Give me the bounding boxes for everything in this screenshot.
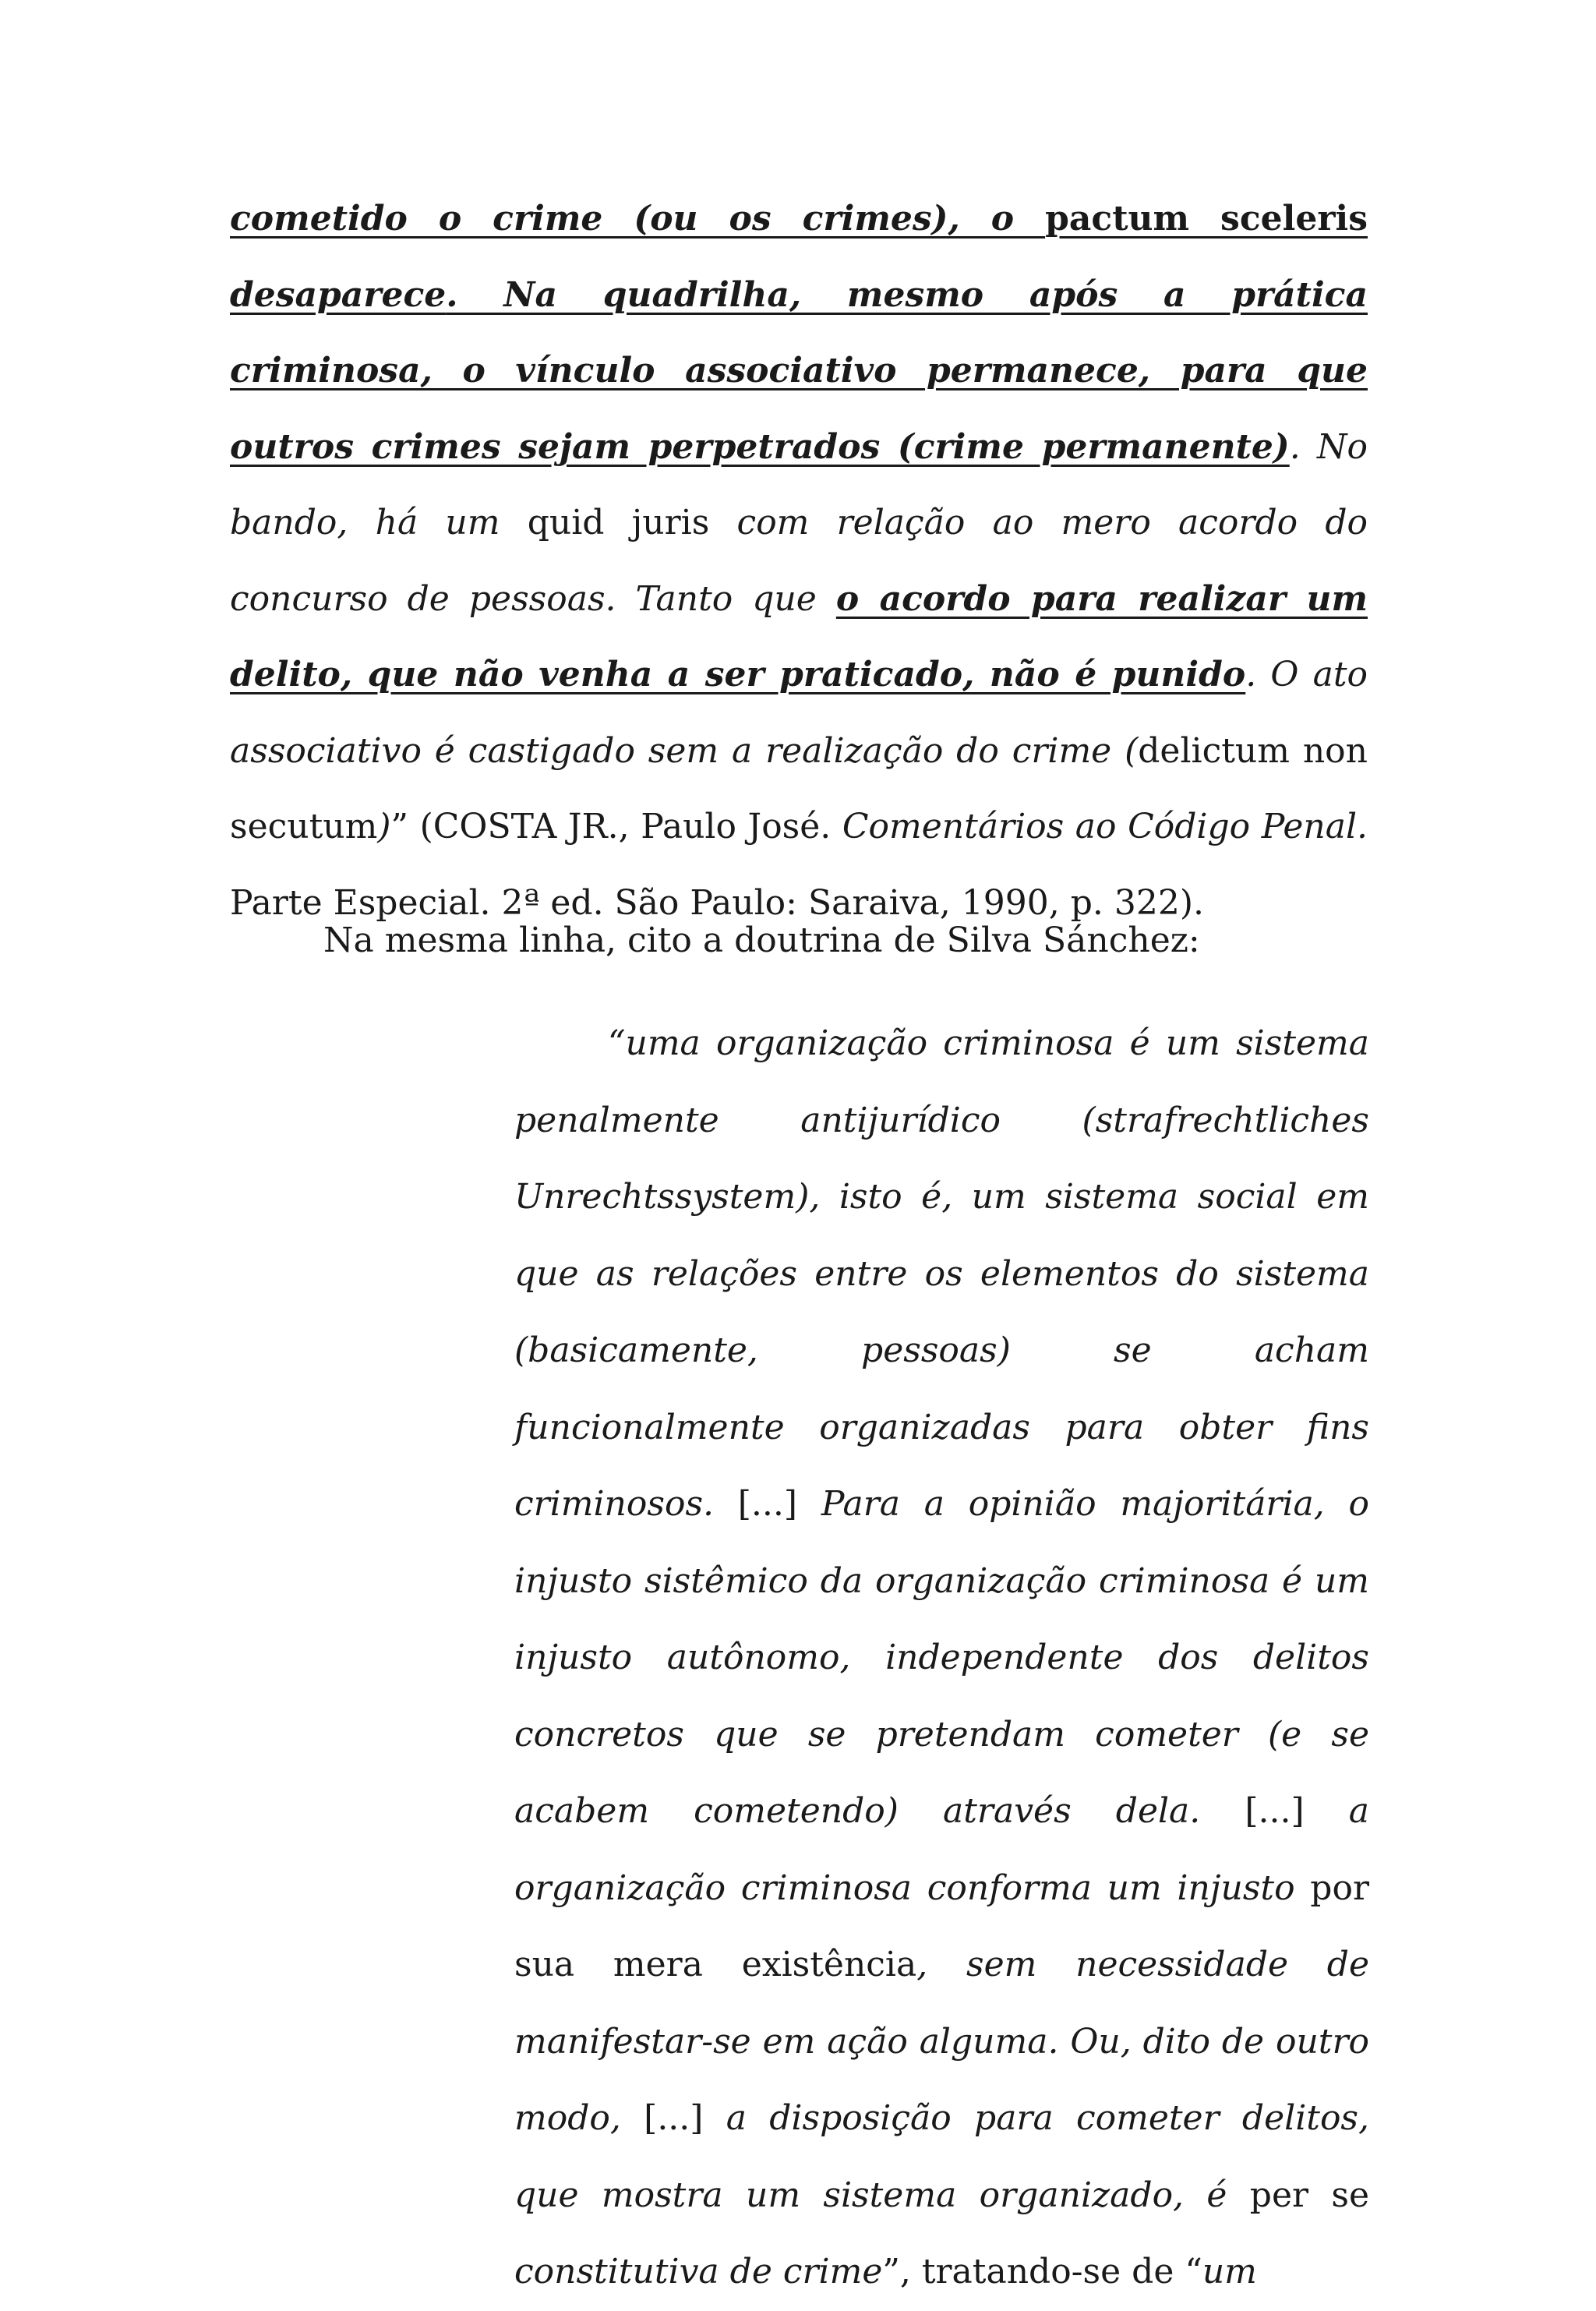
quote-segment: [...] <box>1200 1791 1349 1831</box>
quote-segment: constitutiva de crime <box>514 2252 883 2292</box>
paragraph-intro: Na mesma linha, cito a doutrina de Silva Sánchez: <box>323 921 1200 960</box>
quote-segment: [...] <box>644 2098 726 2138</box>
text-segment: pactum sceleris <box>1045 199 1368 239</box>
block-quote <box>514 1005 1369 2311</box>
quote-segment: , sem necessidade de manifestar-se em ação alguma. Ou, dito de outro modo, <box>514 1945 1369 2138</box>
text-segment: Comentários ao Código Penal. <box>842 807 1368 846</box>
quote-segment: a organização criminosa conforma um injusto <box>514 1791 1370 1908</box>
text-segment: . O ato associativo é castigado sem a realização do crime ( <box>230 655 1368 771</box>
text-segment: cometido o crime (ou os crimes), o <box>230 199 1046 239</box>
text-segment: . Na quadrilha, mesmo após a prática criminosa, o vínculo associativo permanece, para que outros crimes sejam perpetrados (crime permanente) <box>230 274 1368 467</box>
quote-segment: [...] <box>737 1484 821 1524</box>
text-segment: Parte Especial. 2ª ed. São Paulo: Saraiva, 1990, p. 322). <box>230 882 1204 923</box>
paragraph-top <box>230 181 1368 941</box>
text-segment: . No bando, há um <box>230 426 1368 542</box>
text-segment: com relação ao mero acordo do concurso de pessoas. Tanto que <box>230 503 1368 619</box>
quote-segment: a disposição para cometer delitos, que mostra um sistema organizado, é <box>514 2098 1370 2215</box>
text-segment: ) <box>377 807 391 846</box>
text-segment: desaparece <box>230 274 447 315</box>
text-segment: quid juris <box>527 503 710 542</box>
quote-segment: por sua mera existência <box>514 1868 1369 1984</box>
text-segment: o acordo para realizar um delito, que não venha a ser praticado, não é punido <box>230 578 1368 694</box>
quote-segment: “uma organização criminosa é um sistema penalmente antijurídico (strafrechtliches Unrechtssystem), isto é, um sistema social em que as relações entre os elementos do sistema (basicamente, pessoas) se acham funcionalmente organizadas para obter fins criminosos. <box>514 1023 1369 1524</box>
quote-segment: ”, tratando-se de “ <box>882 2252 1202 2292</box>
quote-segment: Para a opinião majoritária, o injusto sistêmico da organização criminosa é um injusto autônomo, independente dos delitos concretos que se pretendam cometer (e se acabem cometendo) através dela. <box>514 1484 1369 1831</box>
text-segment: ” (COSTA JR., Paulo José. <box>390 807 842 846</box>
quote-segment: um <box>1202 2252 1257 2292</box>
text-segment: delictum non secutum <box>230 730 1368 846</box>
quote-segment: per se <box>1249 2175 1369 2215</box>
